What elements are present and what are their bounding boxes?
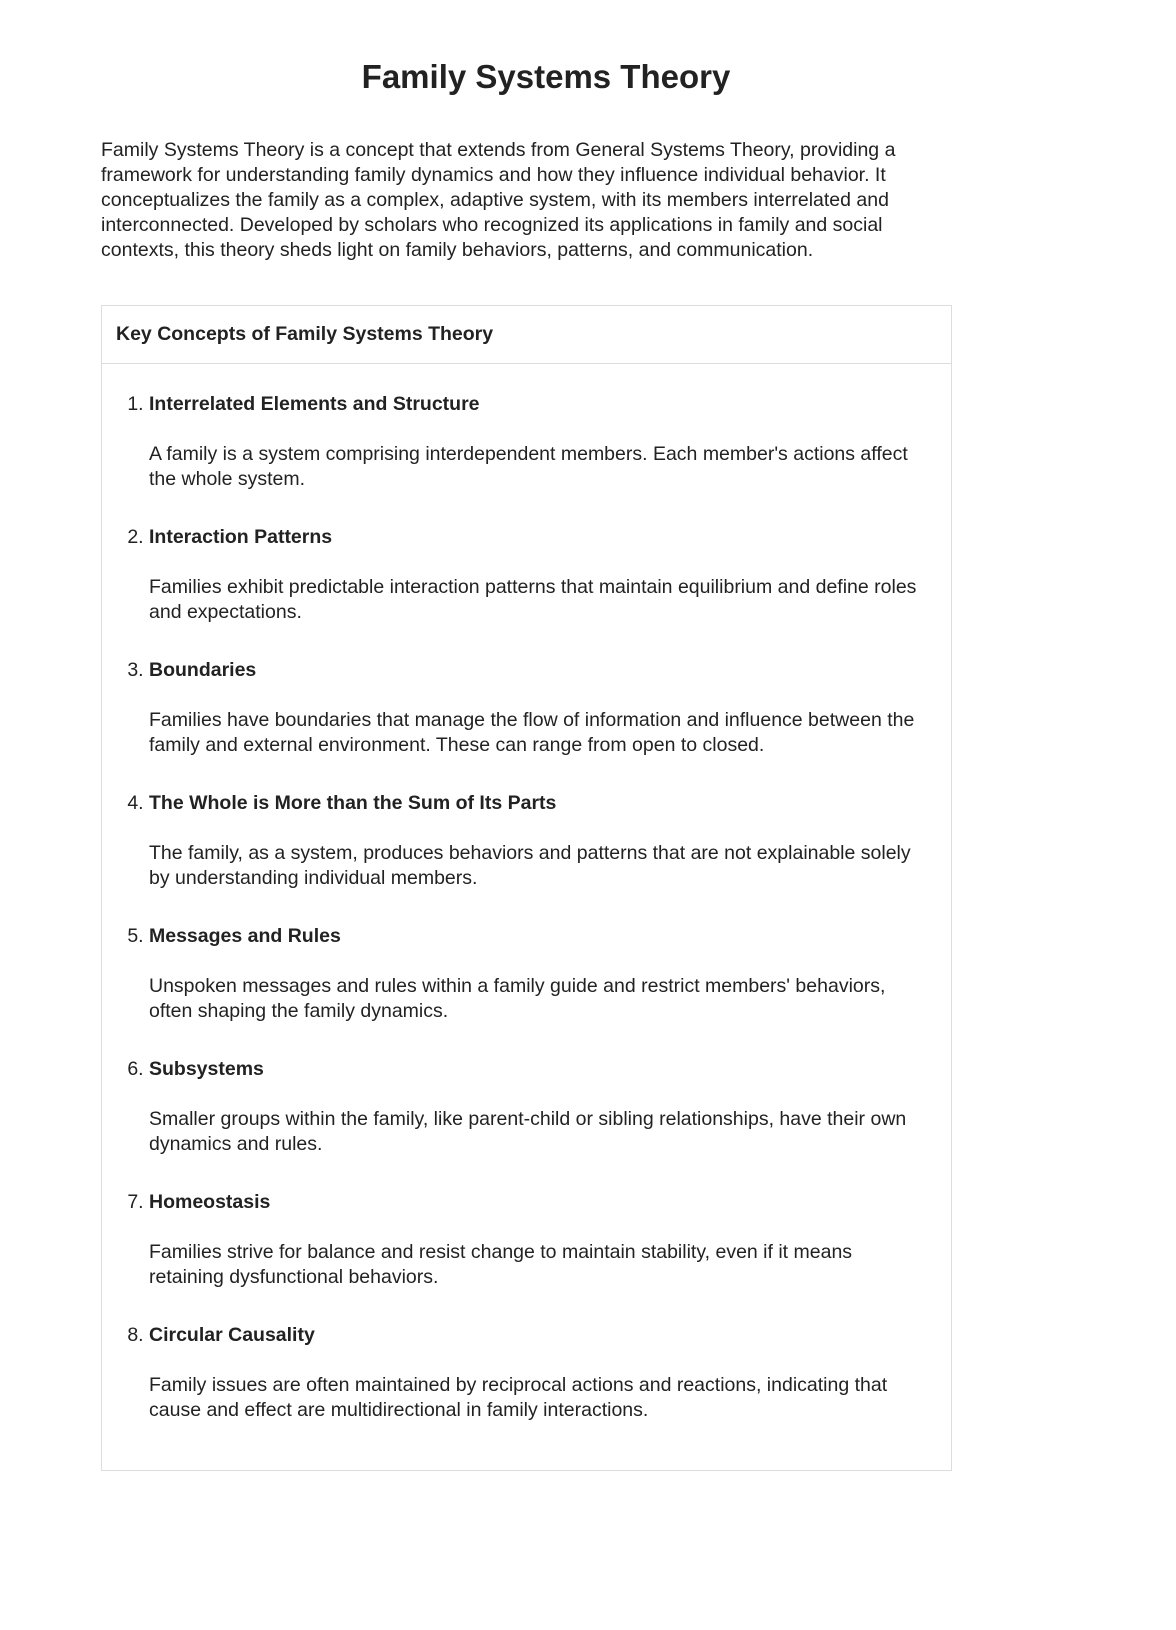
concepts-list: [102, 364, 951, 1454]
key-concepts-card: [101, 305, 952, 1471]
card-heading: Key Concepts of Family Systems Theory: [102, 306, 951, 364]
concept-title: 8. Circular Causality: [149, 1324, 315, 1346]
concept-title: 6. Subsystems: [149, 1058, 264, 1080]
concept-title: 1. Interrelated Elements and Structure: [149, 393, 480, 415]
list-item: [149, 922, 931, 1055]
intro-paragraph: Family Systems Theory is a concept that extends from General Systems Theory, providing a framework for understanding family dynamics and how they influence individual behavior. It conceptualizes the family as a complex, adaptive system, with its members interrelated and interconnected. Developed by scholars who recognized its applications in family and social contexts, this theory sheds light on family behaviors, patterns, and communication.: [101, 139, 896, 261]
concept-title: 7. Homeostasis: [149, 1191, 271, 1213]
concept-description: Families have boundaries that manage the flow of information and influence between the family and external environment. These can range from open to closed.: [149, 709, 915, 756]
list-item: [149, 1055, 931, 1188]
concept-description: Families exhibit predictable interaction patterns that maintain equilibrium and define roles and expectations.: [149, 576, 917, 623]
list-item: [149, 523, 931, 656]
list-item: [149, 390, 931, 523]
concept-description: Unspoken messages and rules within a family guide and restrict members' behaviors, often shaping the family dynamics.: [149, 975, 886, 1022]
concept-title: 5. Messages and Rules: [149, 925, 341, 947]
concept-description: Family issues are often maintained by reciprocal actions and reactions, indicating that cause and effect are multidirectional in family interactions.: [149, 1374, 888, 1421]
list-item: [149, 789, 931, 922]
concept-title: 3. Boundaries: [149, 659, 257, 681]
concept-description: Smaller groups within the family, like parent-child or sibling relationships, have their own dynamics and rules.: [149, 1108, 907, 1155]
concept-description: Families strive for balance and resist change to maintain stability, even if it means retaining dysfunctional behaviors.: [149, 1241, 853, 1288]
concept-title: 2. Interaction Patterns: [149, 526, 333, 548]
concept-title: 4. The Whole is More than the Sum of Its Parts: [149, 792, 557, 814]
concept-description: The family, as a system, produces behaviors and patterns that are not explainable solely by understanding individual members.: [149, 842, 911, 889]
page-title: Family Systems Theory: [361, 58, 731, 95]
concept-description: A family is a system comprising interdependent members. Each member's actions affect the whole system.: [149, 443, 908, 490]
list-item: [149, 1188, 931, 1321]
list-item: [149, 656, 931, 789]
list-item: [149, 1321, 931, 1454]
